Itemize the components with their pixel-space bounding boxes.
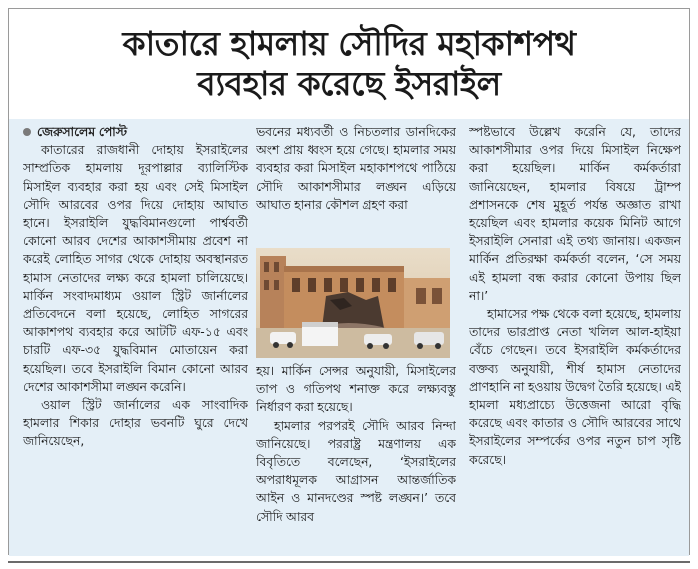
column-1 bbox=[23, 123, 248, 556]
article-body bbox=[9, 119, 689, 556]
paragraph: কাতারের রাজধানী দোহায় ইসরাইলের সাম্প্রতিক হামলায় দূরপাল্লার ব্যালিস্টিক মিসাইল ব্যবহার করা হয় এবং সেই মিসাইল সৌদি আরবের ওপর দিয়ে দোহায় আঘাত হানে। ইসরাইলি যুদ্ধবিমানগুলো পার্শ্ববর্তী কোনো আরব দেশের আকাশসীমায় প্রবেশ না করেই লোহিত সাগর থেকে দোহায় অবস্থানরত হামাস নেতাদের লক্ষ্য করে হামলা চালিয়েছে। মার্কিন সংবাদমাধ্যম ওয়াল স্ট্রিট জার্নালের প্রতিবেদনে বলা হয়েছে, লোহিত সাগরের আকাশপথ ব্যবহার করে আটটি এফ-১৫ এবং চারটি এফ-৩৫ যুদ্ধবিমান মোতায়েন করা হয়েছিল। তবে ইসরাইলি বিমান কোনো আরব দেশের আকাশসীমা লঙ্ঘন করেনি। bbox=[23, 143, 248, 394]
paragraph: হামলার পরপরই সৌদি আরব নিন্দা জানিয়েছে। পররাষ্ট্র মন্ত্রণালয় এক বিবৃতিতে বলেছেন, ‘ইসরাইলের অপরাধমূলক আগ্রাসন আন্তর্জাতিক আইন ও মানদণ্ডের স্পষ্ট লঙ্ঘন।’ তবে সৌদি আরব bbox=[256, 418, 456, 524]
column-2-top bbox=[256, 123, 456, 241]
paragraph: স্পষ্টভাবে উল্লেখ করেনি যে, তাদের আকাশসীমার ওপর দিয়ে মিসাইল নিক্ষেপ করা হয়েছিল। মার্কিন কর্মকর্তারা জানিয়েছেন, হামলার বিষয়ে ট্রাম্প প্রশাসনকে শেষ মুহূর্ত পর্যন্ত অজ্ঞাত রাখা হয়েছিল এবং হামলার কয়েক মিনিট আগে ইসরাইলি সেনারা এই তথ্য জানায়। একজন মার্কিন প্রতিরক্ষা কর্মকর্তা বলেন, ‘সে সময় এই হামলা বন্ধ করার কোনো উপায় ছিল না।’ bbox=[469, 125, 681, 303]
bullet-icon bbox=[23, 128, 31, 136]
paragraph: ওয়াল স্ট্রিট জার্নালের এক সাংবাদিক হামলার শিকার দোহার ভবনটি ঘুরে দেখে জানিয়েছেন, bbox=[23, 398, 248, 449]
news-photo bbox=[256, 248, 450, 358]
footer-rule bbox=[8, 561, 690, 563]
paragraph: ভবনের মধ্যবর্তী ও নিচতলার ডানদিকের অংশ প্রায় ধ্বংস হয়ে গেছে। হামলার সময় ব্যবহার করা মিসাইল মহাকাশপথে পাঠিয়ে সৌদি আকাশসীমার লঙ্ঘন এড়িয়ে আঘাত হানার কৌশল গ্রহণ করা bbox=[256, 125, 456, 212]
newspaper-clipping bbox=[8, 8, 690, 555]
column-2-bottom bbox=[256, 362, 456, 556]
paragraph: হয়। মার্কিন সেন্সর অনুযায়ী, মিসাইলের তাপ ও গতিপথ শনাক্ত করে লক্ষ্যবস্তু নির্ধারণ করা হয়েছে। bbox=[256, 364, 456, 415]
damaged-building-photo bbox=[256, 248, 450, 358]
headline-line-2: ব্যবহার করেছে ইসরাইল bbox=[197, 64, 501, 103]
column-3 bbox=[469, 123, 681, 556]
headline bbox=[9, 9, 689, 119]
headline-line-1: কাতারে হামলায় সৌদির মহাকাশপথ bbox=[122, 24, 576, 63]
byline bbox=[23, 123, 248, 141]
byline-source: জেরুসালেম পোস্ট bbox=[37, 125, 127, 139]
paragraph: হামাসের পক্ষ থেকে বলা হয়েছে, হামলায় তাদের ভারপ্রাপ্ত নেতা খলিল আল-হাইয়া বেঁচে গেছেন। তবে ইসরাইলি কর্মকর্তাদের বক্তব্য অনুযায়ী, শীর্ষ হামাস নেতাদের প্রাণহানি না হওয়ায় উদ্বেগ তৈরি হয়েছে। এই হামলা মধ্যপ্রাচ্যে উত্তেজনা আরো বৃদ্ধি করেছে এবং কাতার ও সৌদি আরবের সাথে ইসরাইলের সম্পর্কের ওপর নতুন চাপ সৃষ্টি করেছে। bbox=[469, 307, 681, 467]
